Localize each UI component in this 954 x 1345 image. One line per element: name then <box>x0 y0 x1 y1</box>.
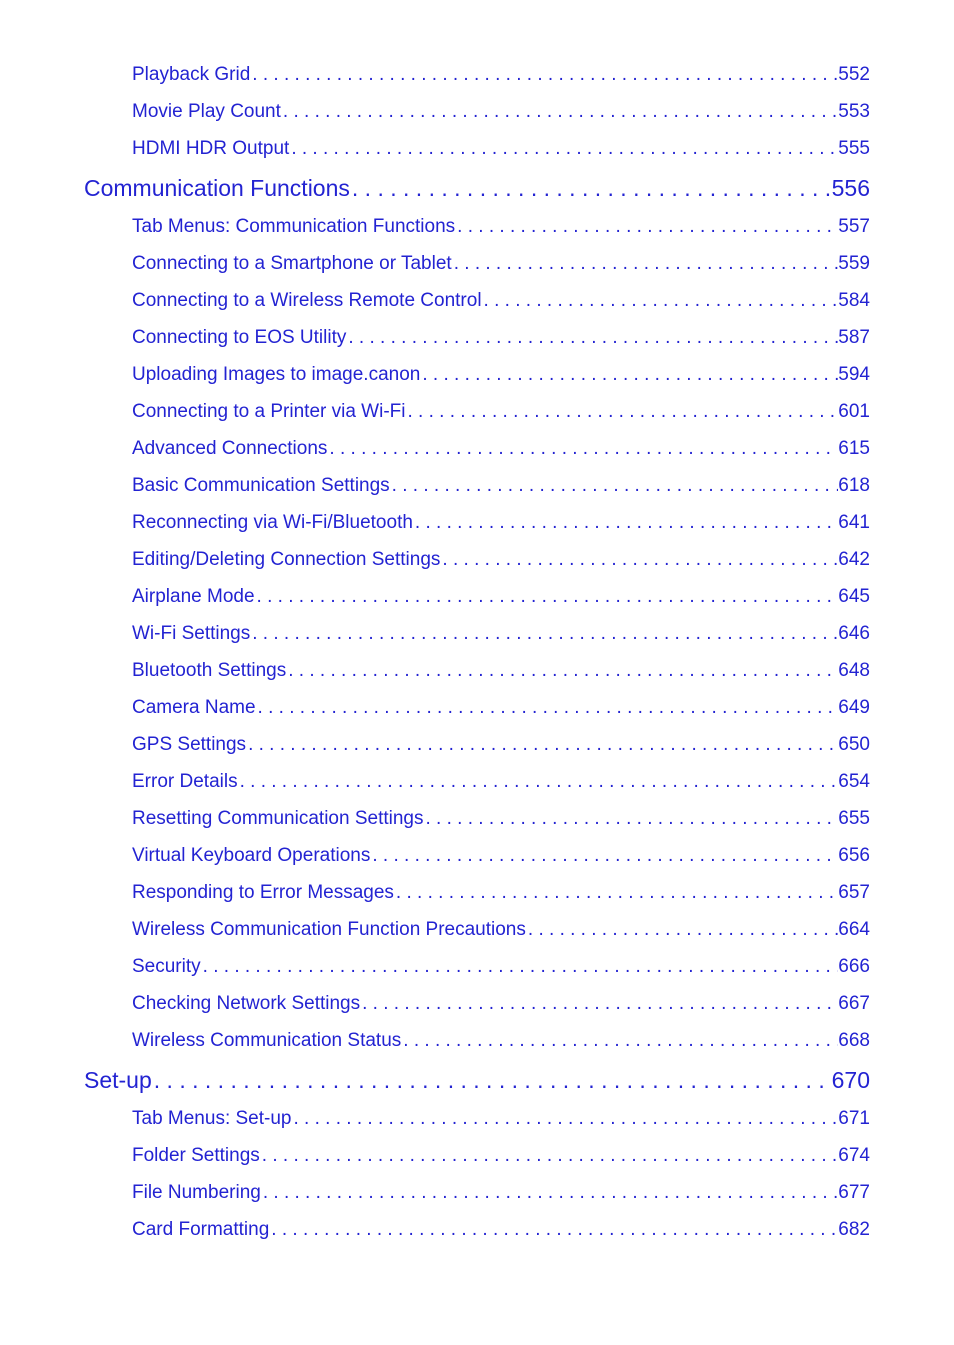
dot-leader <box>238 763 839 800</box>
toc-page-number: 667 <box>838 993 870 1014</box>
toc-entry-title: Uploading Images to image.canon <box>132 364 421 385</box>
toc-page-number: 559 <box>838 253 870 274</box>
toc-page-number: 553 <box>838 101 870 122</box>
toc-page-number: 668 <box>838 1030 870 1051</box>
dot-leader <box>250 56 838 93</box>
toc-entry-link[interactable] <box>0 652 870 689</box>
toc-page-number: 618 <box>838 475 870 496</box>
toc-entry-title: HDMI HDR Output <box>132 138 290 159</box>
toc-entry-title: Checking Network Settings <box>132 993 361 1014</box>
toc-page-number: 584 <box>838 290 870 311</box>
dot-leader <box>261 1174 838 1211</box>
dot-leader <box>269 1211 838 1248</box>
toc-entry-title: Wi-Fi Settings <box>132 623 251 644</box>
toc-page-number: 646 <box>838 623 870 644</box>
toc-entry-title: Communication Functions <box>84 175 350 201</box>
dot-leader <box>482 282 839 319</box>
toc-entry-title: Camera Name <box>132 697 256 718</box>
toc-page-number: 656 <box>838 845 870 866</box>
toc-entry-title: Connecting to a Smartphone or Tablet <box>132 253 452 274</box>
toc-entry-link[interactable] <box>0 763 870 800</box>
toc-page-number: 677 <box>838 1182 870 1203</box>
toc-entry-title: Advanced Connections <box>132 438 328 459</box>
toc-entry-link[interactable] <box>0 430 870 467</box>
dot-leader <box>260 1137 839 1174</box>
toc-entry-link[interactable] <box>0 800 870 837</box>
toc-entry-title: Movie Play Count <box>132 101 281 122</box>
dot-leader <box>390 467 839 504</box>
toc-entry-title: Virtual Keyboard Operations <box>132 845 371 866</box>
dot-leader <box>423 800 838 837</box>
toc-entry-title: Basic Communication Settings <box>132 475 390 496</box>
toc-page-number: 670 <box>831 1067 870 1093</box>
toc-page-number: 642 <box>838 549 870 570</box>
toc-entry-link[interactable] <box>0 1022 870 1059</box>
toc-entry-title: Responding to Error Messages <box>132 882 394 903</box>
toc-page-number: 594 <box>838 364 870 385</box>
toc-entry-title: Wireless Communication Status <box>132 1030 402 1051</box>
dot-leader <box>526 911 838 948</box>
toc-entry-title: Error Details <box>132 771 238 792</box>
toc-page-number: 649 <box>838 697 870 718</box>
toc-page-number: 657 <box>838 882 870 903</box>
toc-entry-title: Airplane Mode <box>132 586 255 607</box>
toc-entry-link[interactable] <box>0 985 870 1022</box>
toc-page-number: 674 <box>838 1145 870 1166</box>
toc-entry-link[interactable] <box>0 837 870 874</box>
toc-page-number: 664 <box>838 919 870 940</box>
dot-leader <box>406 393 839 430</box>
toc-entry-link[interactable] <box>0 245 870 282</box>
dot-leader <box>281 93 838 130</box>
toc-entry-link[interactable] <box>0 689 870 726</box>
toc-entry-title: Tab Menus: Communication Functions <box>132 216 456 237</box>
toc-entry-title: Playback Grid <box>132 64 251 85</box>
dot-leader <box>201 948 839 985</box>
toc-entry-link[interactable] <box>0 578 870 615</box>
dot-leader <box>346 319 838 356</box>
toc-page-number: 552 <box>838 64 870 85</box>
toc-page-number: 682 <box>838 1219 870 1240</box>
dot-leader <box>420 356 838 393</box>
toc-entry-link[interactable] <box>0 615 870 652</box>
toc-entry-link[interactable] <box>0 130 870 167</box>
dot-leader <box>291 1100 838 1137</box>
toc-entry-title: Folder Settings <box>132 1145 260 1166</box>
toc-entry-title: Bluetooth Settings <box>132 660 287 681</box>
table-of-contents <box>0 56 954 1248</box>
toc-entry-title: Card Formatting <box>132 1219 270 1240</box>
dot-leader <box>455 208 838 245</box>
dot-leader <box>350 168 832 208</box>
toc-entry-title: Connecting to a Printer via Wi-Fi <box>132 401 406 422</box>
dot-leader <box>413 504 838 541</box>
toc-entry-link[interactable] <box>0 393 870 430</box>
dot-leader <box>255 578 839 615</box>
dot-leader <box>289 130 838 167</box>
toc-entry-title: Connecting to a Wireless Remote Control <box>132 290 482 311</box>
toc-entry-title: Connecting to EOS Utility <box>132 327 347 348</box>
toc-entry-link[interactable] <box>0 356 870 393</box>
toc-entry-link[interactable] <box>0 726 870 763</box>
toc-entry-link[interactable] <box>0 319 870 356</box>
toc-entry-title: Set-up <box>84 1067 152 1093</box>
toc-section-link[interactable] <box>0 168 870 208</box>
toc-entry-link[interactable] <box>0 504 870 541</box>
dot-leader <box>286 652 838 689</box>
toc-entry-link[interactable] <box>0 93 870 130</box>
toc-entry-title: Tab Menus: Set-up <box>132 1108 292 1129</box>
toc-entry-link[interactable] <box>0 467 870 504</box>
dot-leader <box>152 1060 832 1100</box>
toc-page-number: 666 <box>838 956 870 977</box>
toc-entry-title: GPS Settings <box>132 734 247 755</box>
toc-page-number: 648 <box>838 660 870 681</box>
dot-leader <box>440 541 838 578</box>
toc-entry-title: Security <box>132 956 201 977</box>
dot-leader <box>327 430 838 467</box>
toc-entry-link[interactable] <box>0 874 870 911</box>
toc-page-number: 615 <box>838 438 870 459</box>
dot-leader <box>394 874 838 911</box>
toc-entry-title: Editing/Deleting Connection Settings <box>132 549 441 570</box>
toc-page-number: 645 <box>838 586 870 607</box>
dot-leader <box>250 615 838 652</box>
toc-entry-link[interactable] <box>0 56 870 93</box>
dot-leader <box>246 726 838 763</box>
toc-entry-title: Wireless Communication Function Precautions <box>132 919 526 940</box>
toc-page-number: 557 <box>838 216 870 237</box>
toc-entry-title: File Numbering <box>132 1182 261 1203</box>
toc-page-number: 641 <box>838 512 870 533</box>
toc-page-number: 556 <box>831 175 870 201</box>
toc-entry-link[interactable] <box>0 948 870 985</box>
toc-page-number: 650 <box>838 734 870 755</box>
dot-leader <box>452 245 839 282</box>
dot-leader <box>256 689 839 726</box>
toc-entry-link[interactable] <box>0 541 870 578</box>
toc-entry-link[interactable] <box>0 208 870 245</box>
toc-entry-title: Reconnecting via Wi-Fi/Bluetooth <box>132 512 413 533</box>
toc-entry-link[interactable] <box>0 911 870 948</box>
toc-entry-title: Resetting Communication Settings <box>132 808 424 829</box>
toc-entry-link[interactable] <box>0 1174 870 1211</box>
toc-entry-link[interactable] <box>0 1211 870 1248</box>
toc-page-number: 555 <box>838 138 870 159</box>
toc-entry-link[interactable] <box>0 1100 870 1137</box>
toc-entry-link[interactable] <box>0 1137 870 1174</box>
toc-page-number: 587 <box>838 327 870 348</box>
toc-page-number: 655 <box>838 808 870 829</box>
toc-entry-link[interactable] <box>0 282 870 319</box>
toc-page-number: 654 <box>838 771 870 792</box>
dot-leader <box>360 985 838 1022</box>
dot-leader <box>401 1022 838 1059</box>
toc-section-link[interactable] <box>0 1060 870 1100</box>
toc-page-number: 601 <box>838 401 870 422</box>
dot-leader <box>370 837 838 874</box>
toc-page-number: 671 <box>838 1108 870 1129</box>
